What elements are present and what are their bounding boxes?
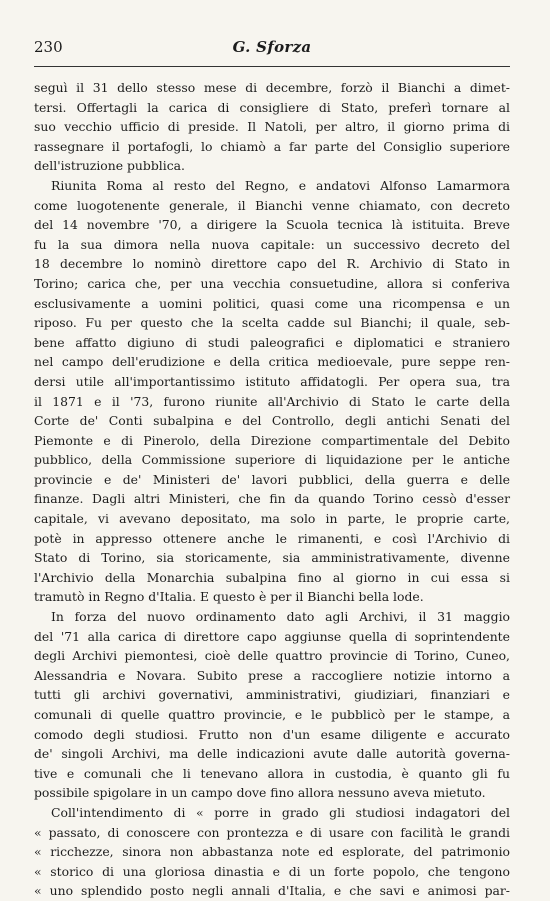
- text-line: del '71 alla carica di direttore capo aggiunse quella di soprintendente: [34, 628, 510, 644]
- text-line: Stato di Torino, sia storicamente, sia amministrativamente, divenne: [34, 550, 510, 566]
- text-line: tramutò in Regno d'Italia. E questo è per il Bianchi bella lode.: [34, 589, 424, 605]
- text-line: del 14 novembre '70, a dirigere la Scuola tecnica là istituita. Breve: [34, 217, 510, 233]
- text-line: tutti gli archivi governativi, amministrativi, giudiziari, finanziari e: [34, 687, 510, 703]
- text-line: Corte de' Conti subalpina e del Controllo, degli antichi Senati del: [34, 413, 510, 429]
- text-line: 18 decembre lo nominò direttore capo del R. Archivio di Stato in: [34, 256, 510, 272]
- text-line: provincie e de' Ministeri de' lavori pubblici, della guerra e delle: [34, 471, 510, 487]
- text-line: comunali di quelle quattro provincie, e le pubblicò per le stampe, a: [34, 707, 510, 722]
- text-line: Riunita Roma al resto del Regno, e andatovi Alfonso Lamarmora: [51, 177, 510, 193]
- text-line: « uno splendido posto negli annali d'Italia, e che savi e animosi par-: [34, 883, 510, 899]
- page-number: 230: [34, 38, 63, 56]
- text-line: finanze. Dagli altri Ministeri, che fin da quando Torino cessò d'esser: [34, 491, 510, 507]
- text-line: esclusivamente a uomini politici, quasi come una ricompensa e un: [34, 295, 510, 311]
- text-line: degli Archivi piemontesi, cioè delle quattro provincie di Torino, Cuneo,: [34, 648, 510, 664]
- text-line: de' singoli Archivi, ma delle indicazioni avute dalle autorità governa-: [34, 746, 510, 762]
- text-line: bene affatto digiuno di studi paleografici e diplomatici e straniero: [34, 334, 510, 350]
- text-line: come luogotenente generale, il Bianchi venne chiamato, con decreto: [34, 197, 510, 213]
- page-header: [34, 38, 510, 60]
- running-head: G. Sforza: [232, 38, 312, 56]
- header-rule: [34, 66, 510, 67]
- text-line: riposo. Fu per questo che la scelta cadde sul Bianchi; il quale, seb-: [34, 315, 510, 331]
- text-line: l'Archivio della Monarchia subalpina fino al giorno in cui essa si: [34, 569, 510, 585]
- text-line: « ricchezze, sinora non abbastanza note ed esplorate, del patrimonio: [34, 844, 510, 860]
- text-line: In forza del nuovo ordinamento dato agli Archivi, il 31 maggio: [51, 609, 510, 625]
- text-line: seguì il 31 dello stesso mese di decembre, forzò il Bianchi a dimet-: [34, 80, 510, 95]
- text-line: Coll'intendimento di « porre in grado gli studiosi indagatori del: [51, 804, 510, 820]
- text-line: Alessandria e Novara. Subito prese a raccogliere notizie intorno a: [34, 667, 510, 683]
- text-line: suo vecchio ufficio di preside. Il Natoli, per altro, il giorno prima di: [34, 119, 510, 135]
- text-line: capitale, vi avevano depositato, ma solo in parte, le proprie carte,: [34, 511, 510, 527]
- text-line: « passato, di conoscere con prontezza e di usare con facilità le grandi: [34, 824, 510, 840]
- text-line: Piemonte e di Pinerolo, della Direzione compartimentale del Debito: [34, 432, 510, 448]
- text-line: comodo degli studiosi. Frutto non d'un esame diligente e accurato: [34, 726, 510, 742]
- text-line: fu la sua dimora nella nuova capitale: un successivo decreto del: [34, 236, 510, 252]
- text-line: il 1871 e il '73, furono riunite all'Archivio di Stato le carte della: [34, 393, 510, 409]
- text-line: rassegnare il portafogli, lo chiamò a far parte del Consiglio superiore: [34, 138, 510, 154]
- body-text: [34, 78, 510, 901]
- text-line: dersi utile all'importantissimo istituto affidatogli. Per opera sua, tra: [34, 373, 510, 389]
- text-line: possibile spigolare in un campo dove fino allora nessuno aveva mietuto.: [34, 785, 486, 801]
- text-line: tersi. Offertagli la carica di consigliere di Stato, preferì tornare al: [34, 99, 510, 115]
- text-line: nel campo dell'erudizione e della critica medioevale, pure seppe ren-: [34, 354, 510, 370]
- text-line: pubblico, della Commissione superiore di liquidazione per le antiche: [34, 452, 510, 468]
- text-line: dell'istruzione pubblica.: [34, 158, 185, 174]
- text-line: « storico di una gloriosa dinastia e di un forte popolo, che tengono: [34, 863, 510, 879]
- text-line: Torino; carica che, per una vecchia consuetudine, allora si conferiva: [34, 275, 510, 291]
- text-line: potè in appresso ottenere anche le rimanenti, e così l'Archivio di: [34, 530, 510, 546]
- text-line: tive e comunali che li tenevano allora in custodia, è quanto gli fu: [34, 765, 510, 781]
